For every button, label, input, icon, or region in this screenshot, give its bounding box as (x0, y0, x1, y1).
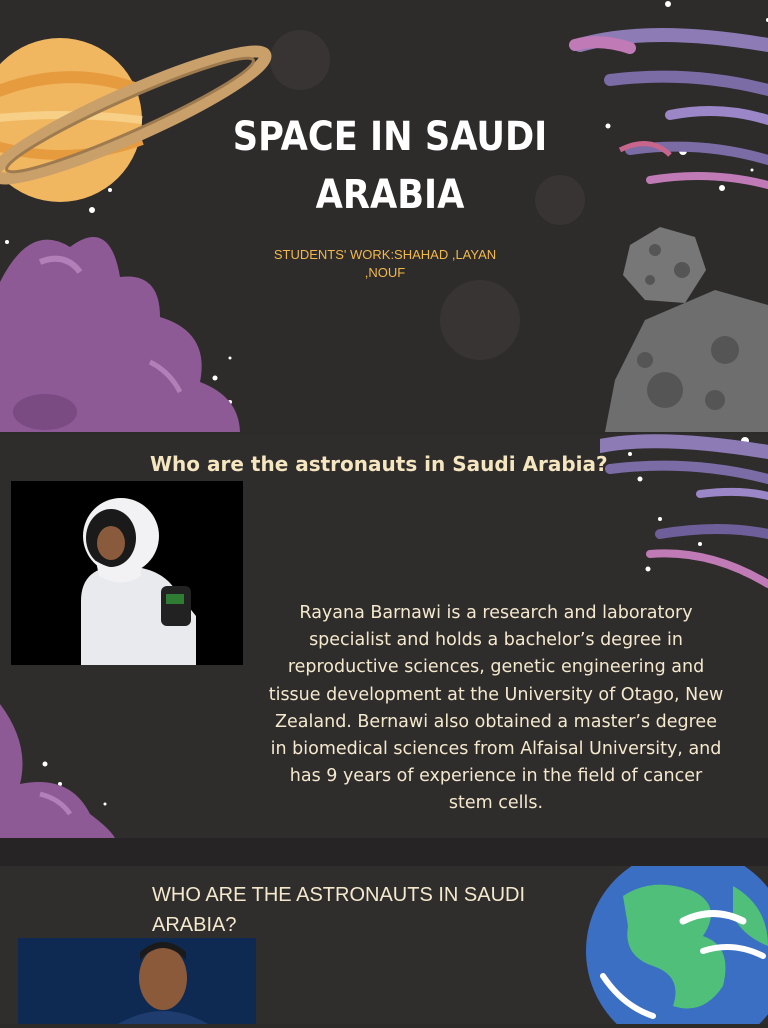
nebula-cloud-icon (600, 434, 768, 604)
nebula-cloud-icon (560, 20, 768, 200)
astronaut-photo (11, 481, 243, 665)
nebula-cloud-icon (0, 222, 250, 432)
nebula-cloud-icon (0, 704, 120, 838)
students-credit: STUDENTS' WORK:SHAHAD ,LAYAN ,NOUF (273, 247, 497, 280)
page-title (200, 108, 580, 224)
title-line-1: SPACE IN SAUDI (232, 114, 548, 160)
section-divider (0, 838, 768, 866)
section-question-2: WHO ARE THE ASTRONAUTS IN SAUDI ARABIA? (152, 884, 526, 936)
section-question-1: Who are the astronauts in Saudi Arabia? (150, 452, 608, 476)
title-line-2: ARABIA (315, 172, 465, 218)
title-section (0, 0, 768, 432)
astronaut-photo-2 (18, 938, 256, 1024)
earth-icon (583, 866, 768, 1024)
astronaut-bio: Rayana Barnawi is a research and laboratory specialist and holds a bachelor’s degree in reproductive sciences, genetic engineering and tissue development at the University of Otago, New Zealand. Bernawi also obtained a master’s degree in biomedical sciences from Alfaisal University, and has 9 years of experience in the field of cancer stem cells. (268, 603, 724, 814)
asteroid-icon (605, 290, 768, 432)
